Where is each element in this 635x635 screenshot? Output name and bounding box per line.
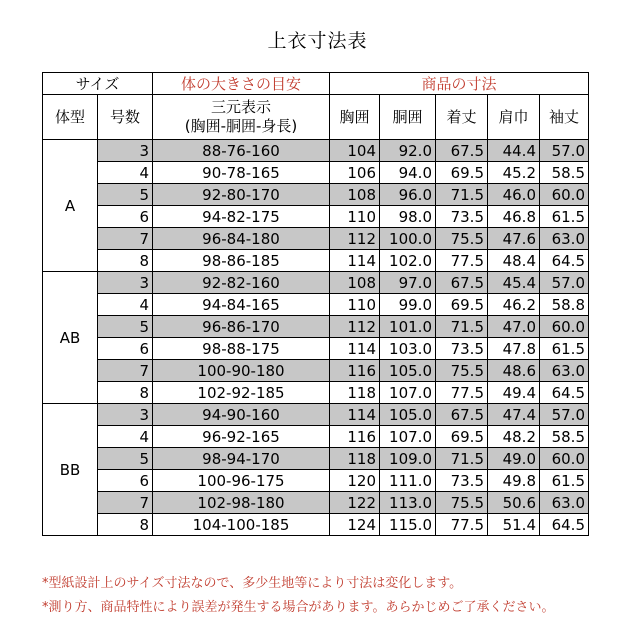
cell-number: 7 [98,492,153,514]
cell-number: 5 [98,316,153,338]
cell-shoulder: 47.8 [488,338,540,360]
cell-waist: 111.0 [380,470,436,492]
cell-length: 77.5 [436,514,488,536]
cell-sleeve: 63.0 [540,228,589,250]
header-shoulder: 肩巾 [488,95,540,140]
cell-shoulder: 44.4 [488,140,540,162]
cell-chest: 116 [330,426,380,448]
cell-waist: 92.0 [380,140,436,162]
cell-length: 73.5 [436,206,488,228]
cell-shoulder: 49.0 [488,448,540,470]
header-body-type: 体型 [43,95,98,140]
table-row [43,492,589,514]
cell-length: 75.5 [436,360,488,382]
cell-chest: 112 [330,316,380,338]
cell-sleeve: 60.0 [540,448,589,470]
cell-sleeve: 58.5 [540,426,589,448]
cell-shoulder: 47.4 [488,404,540,426]
header-three-dim-line2: (胸囲-胴囲-身長) [184,117,298,135]
table-row [43,470,589,492]
cell-three-dim: 96-86-170 [153,316,330,338]
cell-waist: 97.0 [380,272,436,294]
cell-three-dim: 104-100-185 [153,514,330,536]
cell-waist: 101.0 [380,316,436,338]
cell-number: 5 [98,448,153,470]
cell-three-dim: 94-84-165 [153,294,330,316]
cell-sleeve: 61.5 [540,206,589,228]
cell-chest: 120 [330,470,380,492]
cell-number: 8 [98,514,153,536]
cell-chest: 112 [330,228,380,250]
cell-number: 6 [98,206,153,228]
cell-sleeve: 61.5 [540,338,589,360]
table-row [43,140,589,162]
cell-number: 3 [98,272,153,294]
cell-chest: 114 [330,404,380,426]
cell-chest: 116 [330,360,380,382]
table-row [43,228,589,250]
header-row-2 [43,95,589,140]
cell-waist: 109.0 [380,448,436,470]
header-size: サイズ [43,73,153,95]
cell-sleeve: 57.0 [540,272,589,294]
cell-number: 8 [98,382,153,404]
cell-waist: 115.0 [380,514,436,536]
cell-length: 69.5 [436,426,488,448]
cell-length: 71.5 [436,316,488,338]
cell-three-dim: 92-82-160 [153,272,330,294]
table-row [43,294,589,316]
cell-three-dim: 92-80-170 [153,184,330,206]
header-row-1 [43,73,589,95]
cell-three-dim: 98-88-175 [153,338,330,360]
cell-waist: 105.0 [380,360,436,382]
cell-length: 69.5 [436,162,488,184]
size-table [42,72,589,536]
cell-shoulder: 47.6 [488,228,540,250]
cell-three-dim: 102-98-180 [153,492,330,514]
header-length: 着丈 [436,95,488,140]
note-1: *型紙設計上のサイズ寸法なので、多少生地等により寸法は変化します。 [42,576,463,591]
cell-chest: 110 [330,294,380,316]
cell-chest: 108 [330,184,380,206]
table-row [43,360,589,382]
cell-chest: 104 [330,140,380,162]
cell-waist: 98.0 [380,206,436,228]
cell-chest: 122 [330,492,380,514]
cell-chest: 124 [330,514,380,536]
cell-three-dim: 90-78-165 [153,162,330,184]
cell-three-dim: 98-94-170 [153,448,330,470]
table-row [43,272,589,294]
table-body [43,140,589,536]
cell-chest: 114 [330,338,380,360]
cell-three-dim: 102-92-185 [153,382,330,404]
header-product-measure: 商品の寸法 [330,73,589,95]
cell-length: 77.5 [436,382,488,404]
cell-sleeve: 60.0 [540,184,589,206]
cell-shoulder: 49.8 [488,470,540,492]
cell-three-dim: 88-76-160 [153,140,330,162]
cell-length: 69.5 [436,294,488,316]
cell-length: 73.5 [436,470,488,492]
cell-length: 67.5 [436,140,488,162]
cell-length: 75.5 [436,228,488,250]
table-row [43,404,589,426]
table-row [43,162,589,184]
cell-sleeve: 57.0 [540,404,589,426]
cell-length: 67.5 [436,404,488,426]
cell-waist: 103.0 [380,338,436,360]
cell-shoulder: 48.2 [488,426,540,448]
cell-sleeve: 64.5 [540,250,589,272]
cell-number: 6 [98,470,153,492]
cell-length: 73.5 [436,338,488,360]
cell-body-type: BB [43,404,98,536]
cell-shoulder: 46.0 [488,184,540,206]
cell-sleeve: 58.8 [540,294,589,316]
cell-three-dim: 96-84-180 [153,228,330,250]
cell-chest: 118 [330,448,380,470]
table-row [43,514,589,536]
header-waist: 胴囲 [380,95,436,140]
cell-length: 77.5 [436,250,488,272]
cell-chest: 114 [330,250,380,272]
cell-length: 71.5 [436,448,488,470]
cell-chest: 110 [330,206,380,228]
cell-waist: 96.0 [380,184,436,206]
cell-sleeve: 58.5 [540,162,589,184]
cell-number: 3 [98,140,153,162]
cell-length: 67.5 [436,272,488,294]
cell-shoulder: 48.4 [488,250,540,272]
header-three-dim [153,95,330,140]
cell-three-dim: 94-82-175 [153,206,330,228]
cell-number: 4 [98,162,153,184]
table-row [43,250,589,272]
cell-sleeve: 60.0 [540,316,589,338]
cell-number: 3 [98,404,153,426]
note-2: *測り方、商品特性により誤差が発生する場合があります。あらかじめご了承ください。 [42,600,555,615]
cell-waist: 107.0 [380,426,436,448]
cell-body-type: AB [43,272,98,404]
cell-sleeve: 64.5 [540,382,589,404]
header-sleeve: 袖丈 [540,95,589,140]
cell-shoulder: 49.4 [488,382,540,404]
cell-sleeve: 63.0 [540,360,589,382]
cell-sleeve: 57.0 [540,140,589,162]
cell-sleeve: 61.5 [540,470,589,492]
cell-shoulder: 47.0 [488,316,540,338]
cell-number: 4 [98,426,153,448]
cell-shoulder: 45.2 [488,162,540,184]
cell-waist: 105.0 [380,404,436,426]
header-body-measure: 体の大きさの目安 [153,73,330,95]
cell-shoulder: 45.4 [488,272,540,294]
cell-number: 4 [98,294,153,316]
cell-shoulder: 46.2 [488,294,540,316]
cell-chest: 106 [330,162,380,184]
table-row [43,382,589,404]
cell-length: 71.5 [436,184,488,206]
table-row [43,316,589,338]
table-row [43,448,589,470]
cell-waist: 102.0 [380,250,436,272]
cell-shoulder: 48.6 [488,360,540,382]
cell-number: 8 [98,250,153,272]
header-three-dim-line1: 三元表示 [210,98,271,116]
table-row [43,426,589,448]
cell-chest: 118 [330,382,380,404]
cell-number: 7 [98,360,153,382]
page-title: 上衣寸法表 [267,30,368,52]
cell-sleeve: 64.5 [540,514,589,536]
cell-waist: 107.0 [380,382,436,404]
cell-three-dim: 100-90-180 [153,360,330,382]
cell-number: 7 [98,228,153,250]
cell-three-dim: 96-92-165 [153,426,330,448]
cell-number: 6 [98,338,153,360]
cell-body-type: A [43,140,98,272]
cell-shoulder: 51.4 [488,514,540,536]
cell-three-dim: 94-90-160 [153,404,330,426]
cell-number: 5 [98,184,153,206]
cell-three-dim: 98-86-185 [153,250,330,272]
cell-waist: 100.0 [380,228,436,250]
cell-three-dim: 100-96-175 [153,470,330,492]
cell-sleeve: 63.0 [540,492,589,514]
cell-length: 75.5 [436,492,488,514]
cell-waist: 113.0 [380,492,436,514]
cell-shoulder: 46.8 [488,206,540,228]
header-number: 号数 [98,95,153,140]
table-row [43,206,589,228]
cell-chest: 108 [330,272,380,294]
cell-waist: 94.0 [380,162,436,184]
table-row [43,184,589,206]
table-row [43,338,589,360]
header-chest: 胸囲 [330,95,380,140]
cell-shoulder: 50.6 [488,492,540,514]
cell-waist: 99.0 [380,294,436,316]
